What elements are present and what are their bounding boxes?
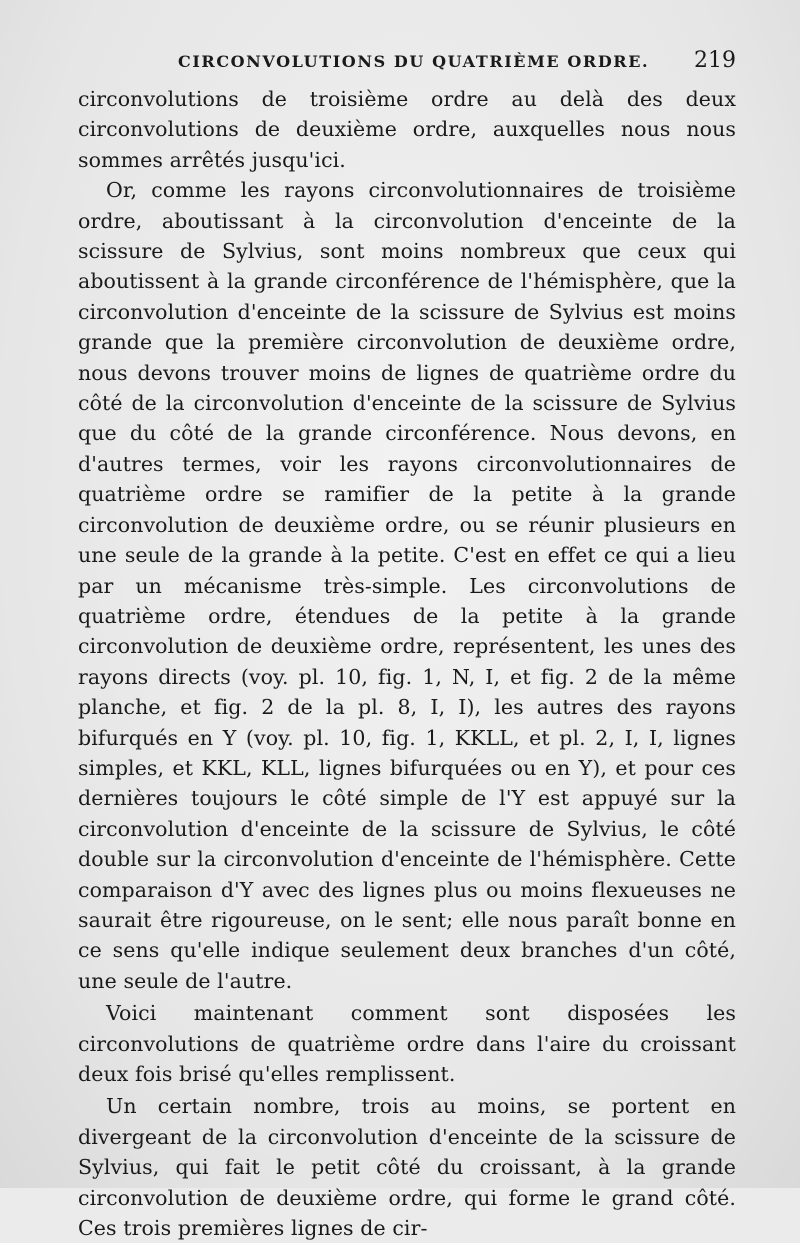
body-text: [78, 84, 736, 1243]
paragraph-2: Or, comme les rayons circonvolutionnaires de troisième ordre, aboutissant à la circonvolution d'enceinte de la scissure de Sylvius, sont moins nombreux que ceux qui aboutissent à la grande circonférence de l'hémisphère, que la circonvolution d'enceinte de la scissure de Sylvius est moins grande que la première circonvolution de deuxième ordre, nous devons trouver moins de lignes de quatrième ordre du côté de la circonvolution d'enceinte de la scissure de Sylvius que du côté de la grande circonférence. Nous devons, en d'autres termes, voir les rayons circonvolutionnaires de quatrième ordre se ramifier de la petite à la grande circonvolution de deuxième ordre, ou se réunir plusieurs en une seule de la grande à la petite. C'est en effet ce qui a lieu par un mécanisme très-simple. Les circonvolutions de quatrième ordre, étendues de la petite à la grande circonvolution de deuxième ordre, représentent, les unes des rayons directs (voy. pl. 10, fig. 1, N, I, et fig. 2 de la même planche, et fig. 2 de la pl. 8, I, I), les autres des rayons bifurqués en Y (voy. pl. 10, fig. 1, KKLL, et pl. 2, I, I, lignes simples, et KKL, KLL, lignes bifurquées ou en Y), et pour ces dernières toujours le côté simple de l'Y est appuyé sur la circonvolution d'enceinte de la scissure de Sylvius, le côté double sur la circonvolution d'enceinte de l'hémisphère. Cette comparaison d'Y avec des lignes plus ou moins flexueuses ne saurait être rigoureuse, on le sent; elle nous paraît bonne en ce sens qu'elle indique seulement deux branches d'un côté, une seule de l'autre.: [78, 178, 736, 993]
paragraph-4: Un certain nombre, trois au moins, se portent en divergeant de la circonvolution d'enceinte de la scissure de Sylvius, qui fait le petit côté du croissant, à la grande circonvolution de deuxième ordre, qui forme le grand côté. Ces trois premières lignes de cir-: [78, 1094, 736, 1241]
paragraph-3: Voici maintenant comment sont disposées les circonvolutions de quatrième ordre dans l'aire du croissant deux fois brisé qu'elles remplissent.: [78, 1001, 736, 1086]
page-number: 219: [694, 48, 736, 73]
paragraph-1: circonvolutions de troisième ordre au delà des deux circonvolutions de deuxième ordre, auxquelles nous nous sommes arrêtés jusqu'ici.: [78, 87, 736, 172]
page-header: [78, 48, 738, 78]
running-title: CIRCONVOLUTIONS DU QUATRIÈME ORDRE.: [178, 52, 650, 71]
